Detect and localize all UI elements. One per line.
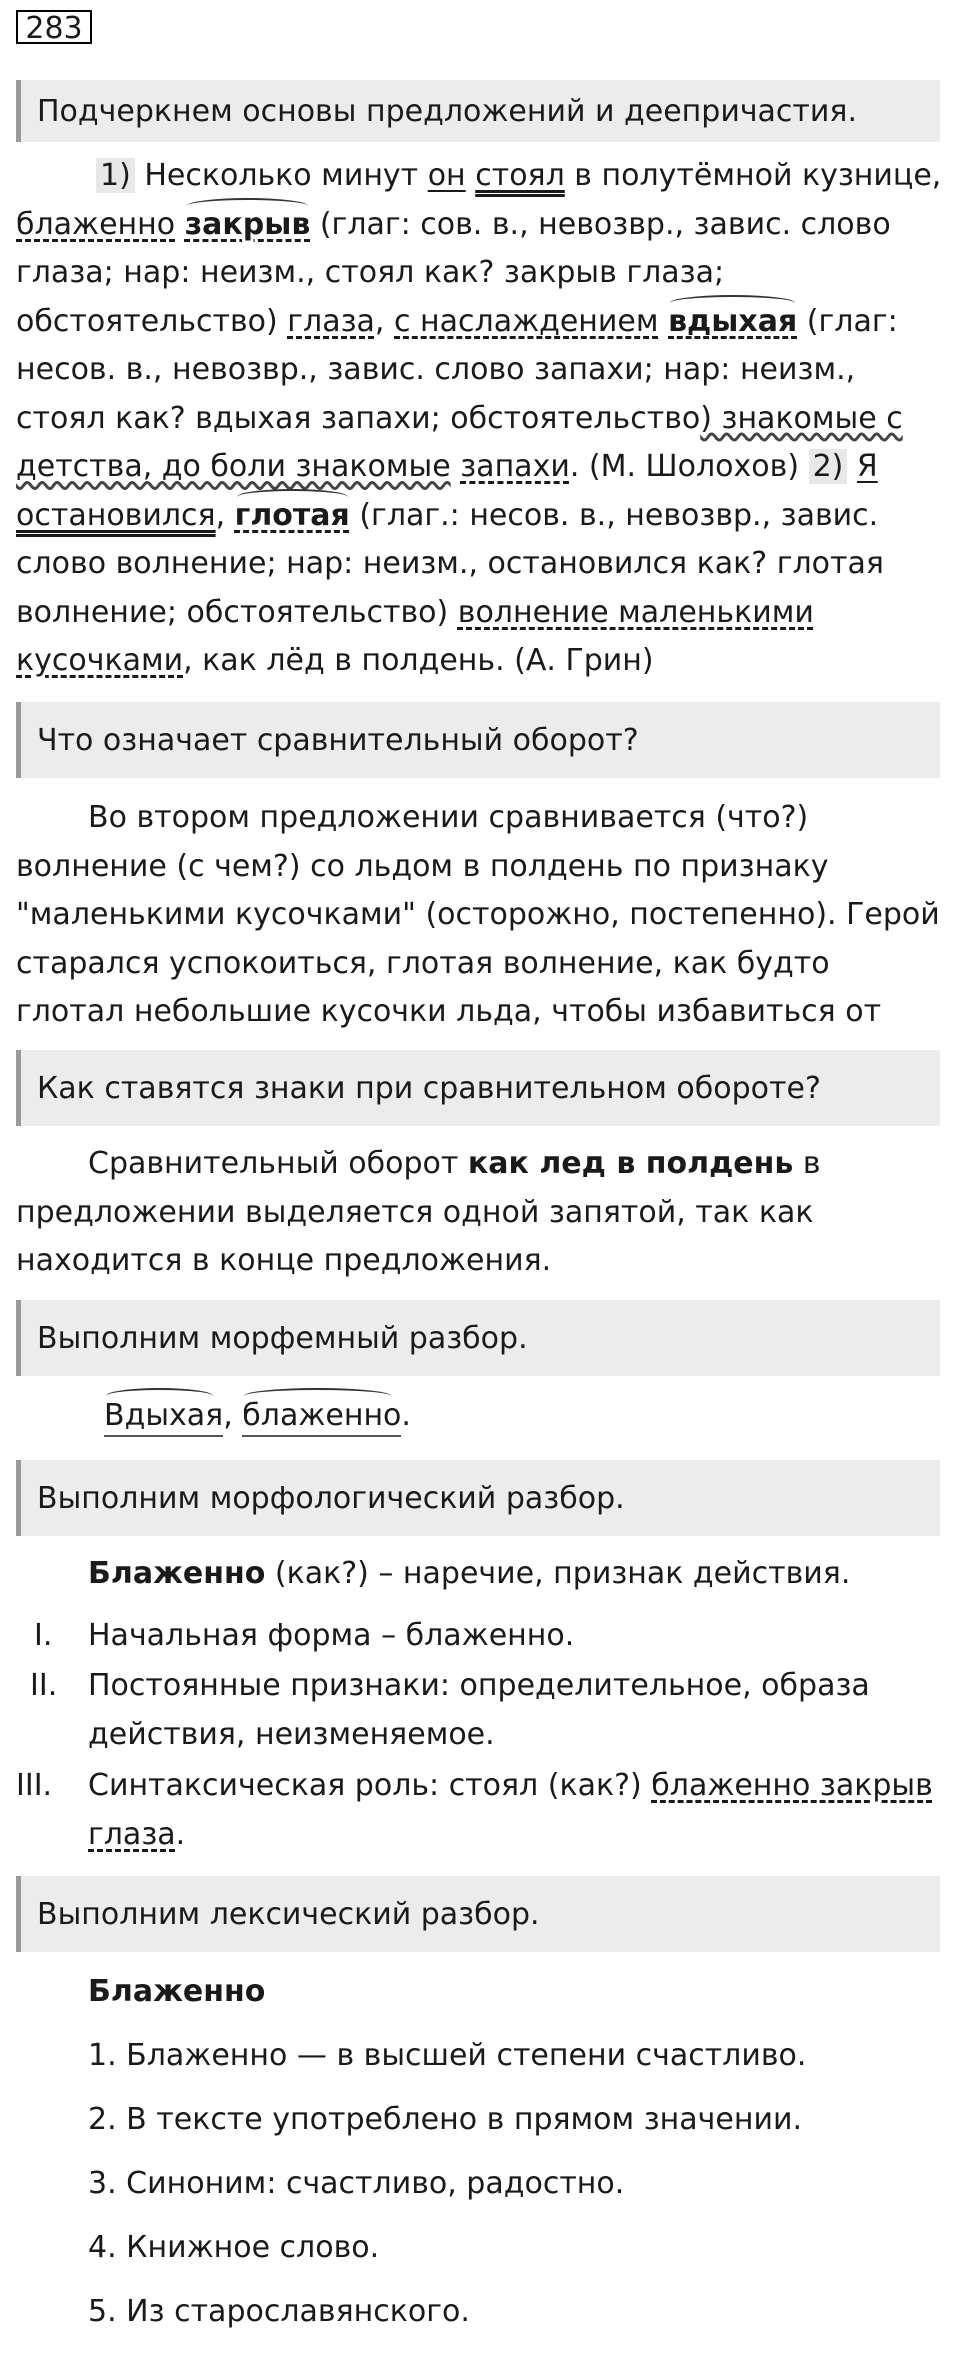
sentence-number-2: 2)	[809, 449, 848, 484]
space	[466, 158, 476, 193]
section-header-lexical: Выполним лексический разбор.	[16, 1876, 940, 1952]
text-fragment: (глаг: несов. в., невозвр., завис. слово запахи; нар: неизм., стоял как? вдыхая запахи; обстоятельство	[16, 303, 898, 436]
text-fragment: в полутёмной кузнице,	[564, 158, 942, 193]
space	[847, 449, 857, 484]
task-number: 283	[16, 10, 92, 44]
object-smells: запахи	[460, 449, 570, 484]
analyzed-word: Блаженно	[88, 1556, 266, 1591]
list-numeral: II.	[30, 1668, 58, 1703]
lexical-item-3: 3. Синоним: счастливо, радостно.	[88, 2166, 625, 2201]
list-numeral: III.	[16, 1768, 53, 1803]
object-excitement: волнение маленькими кусочками	[16, 594, 814, 678]
morphemic-words	[104, 1392, 960, 1441]
morph-item-2	[16, 1662, 946, 1762]
part-of-speech-text: (как?) – наречие, признак действия.	[265, 1556, 851, 1591]
text-fragment: (глаг: сов. в., невозвр., завис. слово глаза; нар: неизм., стоял как? закрыв глаза; обстоятельство)	[16, 206, 891, 339]
subject-i: Я	[856, 449, 878, 484]
morphemic-word-vdykhaya	[104, 1392, 223, 1441]
section-header-morphological: Выполним морфологический разбор.	[16, 1460, 940, 1536]
gerund-swallowing: глотая	[235, 492, 350, 541]
list-numeral: I.	[34, 1618, 53, 1653]
list-text	[88, 1762, 948, 1859]
period: .	[401, 1398, 411, 1433]
list-text: Начальная форма – блаженно.	[88, 1618, 575, 1653]
punctuation-paragraph	[16, 1140, 946, 1286]
lexical-item-1: 1. Блаженно — в высшей степени счастливо.	[88, 2038, 807, 2073]
section-header-morphemic: Выполним морфемный разбор.	[16, 1300, 940, 1376]
comparative-phrase: как лед в полдень	[467, 1146, 794, 1181]
lexical-item-5: 5. Из старославянского.	[88, 2294, 470, 2329]
morphemic-word-blazhenno	[242, 1392, 401, 1441]
period: .	[175, 1816, 186, 1852]
comma: ,	[215, 497, 235, 533]
subject-he: он	[427, 158, 466, 193]
text-fragment: Сравнительный оборот	[88, 1146, 468, 1181]
word-stem: блаженно	[242, 1398, 401, 1437]
lexical-item-4: 4. Книжное слово.	[88, 2230, 380, 2265]
lexical-item-2: 2. В тексте употреблено в прямом значении.	[88, 2102, 802, 2137]
section-header-comparison: Что означает сравнительный оборот?	[16, 702, 940, 778]
comma: ,	[374, 303, 394, 339]
predicate-stood: стоял	[475, 158, 565, 193]
analyzed-word: Блаженно	[88, 1974, 266, 2009]
lexical-title	[88, 1968, 960, 2017]
text-fragment: в предложении выделяется одной запятой, так как находится в конце предложения.	[16, 1146, 821, 1278]
separator: ,	[223, 1398, 243, 1433]
adverbial-blissfully: блаженно	[16, 206, 176, 242]
list-text: Постоянные признаки: определительное, образа действия, неизменяемое.	[88, 1668, 870, 1752]
section-header-punctuation: Как ставятся знаки при сравнительном обороте?	[16, 1050, 940, 1126]
underlined-phrase: блаженно закрыв глаза	[88, 1768, 933, 1852]
adverbial-with-pleasure: с наслаждением	[394, 303, 659, 339]
text-fragment: . (М. Шолохов)	[569, 449, 809, 484]
space	[175, 207, 185, 242]
comparison-paragraph: Во втором предложении сравнивается (что?) волнение (с чем?) со льдом в полдень по признаку "маленькими кусочками" (осторожно, постепенно). Герой старался успокоиться, глотая волнение, как будто глотал небольшие кусочки льда, чтобы избавиться от	[16, 800, 940, 1029]
sentences-paragraph	[16, 152, 946, 686]
morphological-title	[88, 1550, 960, 1599]
text-fragment: Несколько минут	[134, 158, 428, 193]
space	[451, 449, 461, 484]
word-stem: Вдыхая	[104, 1398, 223, 1437]
text-fragment: (глаг.: несов. в., невозвр., завис. слово волнение; нар: неизм., остановился как? глотая волнение; обстоятельство)	[16, 497, 884, 630]
section-header-basics: Подчеркнем основы предложений и деепричастия.	[16, 80, 940, 142]
morph-item-1	[16, 1612, 946, 1662]
object-eyes: глаза	[287, 303, 375, 339]
morph-item-3	[16, 1762, 946, 1862]
text-fragment: Синтаксическая роль: стоял (как?)	[88, 1768, 652, 1803]
attribute-familiar: ) знакомые с детства, до боли знакомые	[16, 400, 903, 484]
text-fragment: , как лёд в полдень. (А. Грин)	[183, 643, 654, 678]
gerund-closing: закрыв	[185, 201, 311, 250]
gerund-inhaling: вдыхая	[668, 298, 797, 347]
predicate-stopped: остановился	[16, 497, 216, 533]
sentence-number-1: 1)	[96, 158, 135, 193]
space	[659, 304, 669, 339]
